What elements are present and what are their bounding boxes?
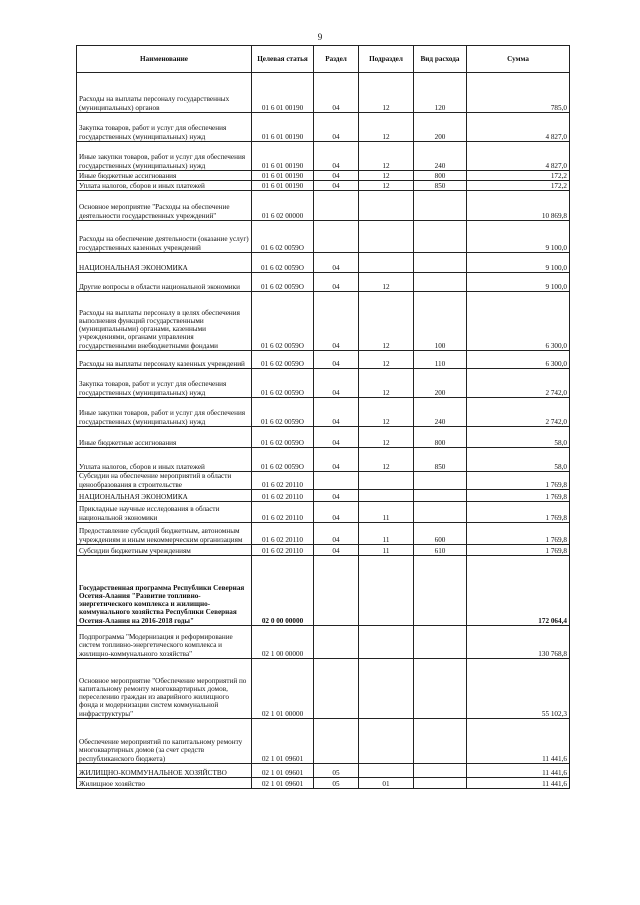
cell-name: НАЦИОНАЛЬНАЯ ЭКОНОМИКА: [77, 490, 252, 502]
cell-subsection: 12: [359, 171, 414, 181]
table-row: [77, 191, 570, 221]
cell-name: Субсидии бюджетным учреждениям: [77, 545, 252, 556]
table-row: [77, 659, 570, 719]
cell-subsection: [359, 659, 414, 719]
cell-type: 610: [414, 545, 467, 556]
table-row: [77, 502, 570, 523]
cell-sum: 2 742,0: [467, 398, 570, 427]
cell-name: Расходы на выплаты персоналу казенных учреждений: [77, 351, 252, 369]
cell-code: 01 6 01 00190: [252, 113, 314, 142]
cell-name: Другие вопросы в области национальной экономики: [77, 273, 252, 292]
cell-section: 04: [314, 171, 359, 181]
table-row: [77, 778, 570, 789]
cell-sum: 11 441,6: [467, 764, 570, 778]
cell-code: 02 0 00 00000: [252, 556, 314, 626]
cell-code: 01 6 02 0059О: [252, 253, 314, 273]
cell-name: ЖИЛИЩНО-КОММУНАЛЬНОЕ ХОЗЯЙСТВО: [77, 764, 252, 778]
table-row: [77, 764, 570, 778]
cell-section: 04: [314, 292, 359, 351]
cell-subsection: [359, 221, 414, 253]
cell-subsection: [359, 764, 414, 778]
table-row: [77, 273, 570, 292]
cell-subsection: [359, 472, 414, 490]
cell-type: [414, 221, 467, 253]
cell-section: 04: [314, 502, 359, 523]
cell-type: 240: [414, 398, 467, 427]
cell-code: 01 6 02 0059О: [252, 369, 314, 398]
cell-subsection: [359, 191, 414, 221]
table-row: [77, 221, 570, 253]
cell-subsection: 11: [359, 502, 414, 523]
cell-section: [314, 556, 359, 626]
cell-section: [314, 719, 359, 764]
cell-subsection: [359, 719, 414, 764]
cell-type: 850: [414, 181, 467, 191]
cell-name: Расходы на выплаты персоналу в целях обеспечения выполнения функций государственными (муниципальными) органами, казенными учреждениями, органами управления государственными внебюджетными фондами: [77, 292, 252, 351]
cell-name: Иные закупки товаров, работ и услуг для обеспечения государственных (муниципальных) нужд: [77, 142, 252, 171]
cell-name: Закупка товаров, работ и услуг для обеспечения государственных (муниципальных) нужд: [77, 113, 252, 142]
cell-subsection: 12: [359, 73, 414, 113]
cell-code: 01 6 01 00190: [252, 142, 314, 171]
cell-code: 01 6 02 0059О: [252, 292, 314, 351]
cell-type: 850: [414, 448, 467, 472]
cell-sum: 10 869,8: [467, 191, 570, 221]
cell-section: 04: [314, 181, 359, 191]
cell-code: 02 1 00 00000: [252, 626, 314, 659]
cell-type: 800: [414, 171, 467, 181]
cell-type: 800: [414, 427, 467, 448]
cell-subsection: 12: [359, 113, 414, 142]
table-row: [77, 292, 570, 351]
cell-section: 04: [314, 523, 359, 545]
cell-name: Государственная программа Республики Северная Осетия-Алания "Развитие топливно-энергетического комплекса и жилищно-коммунального хозяйства Республики Северная Осетия-Алания на 2016-2018 годы": [77, 556, 252, 626]
cell-code: 01 6 02 20110: [252, 545, 314, 556]
table-row: [77, 253, 570, 273]
cell-type: [414, 778, 467, 789]
cell-subsection: 12: [359, 142, 414, 171]
cell-section: 04: [314, 448, 359, 472]
cell-sum: 11 441,6: [467, 719, 570, 764]
cell-name: Расходы на выплаты персоналу государственных (муниципальных) органов: [77, 73, 252, 113]
table-row: [77, 369, 570, 398]
cell-code: 01 6 02 0059О: [252, 398, 314, 427]
table-row: [77, 113, 570, 142]
cell-name: Основное мероприятие "Обеспечение мероприятий по капитальному ремонту многоквартирных домов, переселению граждан из аварийного жилищного фонда и модернизации систем коммунальной инфраструктуры": [77, 659, 252, 719]
table-row: [77, 523, 570, 545]
cell-type: 100: [414, 292, 467, 351]
cell-code: 01 6 02 20110: [252, 523, 314, 545]
cell-type: 600: [414, 523, 467, 545]
cell-name: Основное мероприятие "Расходы на обеспечение деятельности государственных учреждений": [77, 191, 252, 221]
cell-type: 120: [414, 73, 467, 113]
cell-sum: 58,0: [467, 448, 570, 472]
cell-code: 01 6 02 20110: [252, 490, 314, 502]
table-row: [77, 171, 570, 181]
cell-name: Субсидии на обеспечение мероприятий в области ценообразования в строительстве: [77, 472, 252, 490]
cell-subsection: 12: [359, 369, 414, 398]
cell-sum: 11 441,6: [467, 778, 570, 789]
cell-name: Иные бюджетные ассигнования: [77, 171, 252, 181]
cell-code: 01 6 02 20110: [252, 502, 314, 523]
cell-sum: 55 102,3: [467, 659, 570, 719]
cell-sum: 58,0: [467, 427, 570, 448]
header-sum: Сумма: [467, 46, 570, 73]
cell-subsection: [359, 626, 414, 659]
cell-sum: 1 769,8: [467, 545, 570, 556]
cell-section: 04: [314, 253, 359, 273]
cell-code: 02 1 01 09601: [252, 778, 314, 789]
table-row: [77, 556, 570, 626]
cell-code: 02 1 01 00000: [252, 659, 314, 719]
cell-name: Предоставление субсидий бюджетным, автономным учреждениям и иным некоммерческим организациям: [77, 523, 252, 545]
cell-code: 01 6 02 0059О: [252, 427, 314, 448]
table-row: [77, 427, 570, 448]
header-section: Раздел: [314, 46, 359, 73]
header-subsection: Подраздел: [359, 46, 414, 73]
cell-type: [414, 556, 467, 626]
cell-section: [314, 191, 359, 221]
cell-subsection: 12: [359, 273, 414, 292]
cell-code: 01 6 02 0059О: [252, 351, 314, 369]
table-row: [77, 351, 570, 369]
cell-sum: 6 300,0: [467, 351, 570, 369]
cell-subsection: 12: [359, 292, 414, 351]
cell-type: 240: [414, 142, 467, 171]
cell-type: 200: [414, 113, 467, 142]
cell-sum: 4 827,0: [467, 113, 570, 142]
cell-name: Иные закупки товаров, работ и услуг для обеспечения государственных (муниципальных) нужд: [77, 398, 252, 427]
cell-subsection: 12: [359, 351, 414, 369]
cell-section: 04: [314, 142, 359, 171]
cell-code: 01 6 01 00190: [252, 181, 314, 191]
header-type: Вид расхода: [414, 46, 467, 73]
cell-code: 01 6 02 00000: [252, 191, 314, 221]
cell-type: [414, 719, 467, 764]
table-row: [77, 398, 570, 427]
cell-section: 04: [314, 273, 359, 292]
table-row: [77, 472, 570, 490]
table-row: [77, 73, 570, 113]
cell-section: 04: [314, 113, 359, 142]
cell-name: Подпрограмма "Модернизация и реформирование систем топливно-энергетического комплекса и жилищно-коммунального хозяйства": [77, 626, 252, 659]
cell-type: [414, 659, 467, 719]
cell-subsection: 11: [359, 545, 414, 556]
cell-code: 01 6 01 00190: [252, 73, 314, 113]
table-row: [77, 719, 570, 764]
cell-sum: 172,2: [467, 171, 570, 181]
cell-type: [414, 502, 467, 523]
cell-type: [414, 472, 467, 490]
cell-subsection: 12: [359, 181, 414, 191]
cell-section: [314, 626, 359, 659]
cell-code: 01 6 02 0059О: [252, 448, 314, 472]
cell-name: НАЦИОНАЛЬНАЯ ЭКОНОМИКА: [77, 253, 252, 273]
cell-type: [414, 191, 467, 221]
cell-subsection: 12: [359, 398, 414, 427]
table-header-row: [77, 46, 570, 73]
cell-type: [414, 764, 467, 778]
cell-section: 04: [314, 427, 359, 448]
cell-code: 01 6 01 00190: [252, 171, 314, 181]
cell-sum: 1 769,8: [467, 490, 570, 502]
cell-sum: 130 768,8: [467, 626, 570, 659]
cell-section: 04: [314, 490, 359, 502]
cell-name: Обеспечение мероприятий по капитальному ремонту многоквартирных домов (за счет средств республиканского бюджета): [77, 719, 252, 764]
cell-type: 110: [414, 351, 467, 369]
table-row: [77, 545, 570, 556]
cell-section: [314, 472, 359, 490]
cell-type: [414, 626, 467, 659]
cell-sum: 9 100,0: [467, 253, 570, 273]
cell-section: [314, 659, 359, 719]
cell-name: Иные бюджетные ассигнования: [77, 427, 252, 448]
cell-name: Расходы на обеспечение деятельности (оказание услуг) государственных казенных учреждений: [77, 221, 252, 253]
cell-type: [414, 490, 467, 502]
cell-section: 05: [314, 764, 359, 778]
cell-subsection: [359, 253, 414, 273]
cell-code: 01 6 02 0059О: [252, 273, 314, 292]
cell-subsection: [359, 556, 414, 626]
cell-type: [414, 253, 467, 273]
table-row: [77, 490, 570, 502]
cell-sum: 9 100,0: [467, 273, 570, 292]
cell-subsection: [359, 490, 414, 502]
page-number: 9: [317, 32, 323, 42]
cell-section: 04: [314, 398, 359, 427]
cell-section: 05: [314, 778, 359, 789]
cell-subsection: 01: [359, 778, 414, 789]
cell-section: 04: [314, 369, 359, 398]
cell-type: [414, 273, 467, 292]
cell-sum: 785,0: [467, 73, 570, 113]
cell-section: 04: [314, 545, 359, 556]
cell-sum: 1 769,8: [467, 523, 570, 545]
header-code: Целевая статья: [252, 46, 314, 73]
cell-code: 01 6 02 0059О: [252, 221, 314, 253]
table-row: [77, 448, 570, 472]
header-name: Наименование: [77, 46, 252, 73]
cell-subsection: 11: [359, 523, 414, 545]
cell-code: 02 1 01 09601: [252, 764, 314, 778]
cell-section: 04: [314, 351, 359, 369]
cell-code: 02 1 01 09601: [252, 719, 314, 764]
cell-subsection: 12: [359, 427, 414, 448]
cell-section: 04: [314, 73, 359, 113]
table-row: [77, 142, 570, 171]
table-row: [77, 626, 570, 659]
table-body: [77, 73, 570, 789]
cell-name: Жилищное хозяйство: [77, 778, 252, 789]
cell-sum: 4 827,0: [467, 142, 570, 171]
cell-sum: 1 769,8: [467, 472, 570, 490]
cell-sum: 172,2: [467, 181, 570, 191]
table-row: [77, 181, 570, 191]
cell-section: [314, 221, 359, 253]
cell-subsection: 12: [359, 448, 414, 472]
cell-type: 200: [414, 369, 467, 398]
cell-name: Уплата налогов, сборов и иных платежей: [77, 448, 252, 472]
cell-name: Закупка товаров, работ и услуг для обеспечения государственных (муниципальных) нужд: [77, 369, 252, 398]
cell-sum: 172 064,4: [467, 556, 570, 626]
budget-table: [76, 45, 570, 789]
cell-code: 01 6 02 20110: [252, 472, 314, 490]
cell-name: Уплата налогов, сборов и иных платежей: [77, 181, 252, 191]
cell-sum: 9 100,0: [467, 221, 570, 253]
cell-sum: 2 742,0: [467, 369, 570, 398]
cell-sum: 1 769,8: [467, 502, 570, 523]
cell-sum: 6 300,0: [467, 292, 570, 351]
cell-name: Прикладные научные исследования в области национальной экономики: [77, 502, 252, 523]
